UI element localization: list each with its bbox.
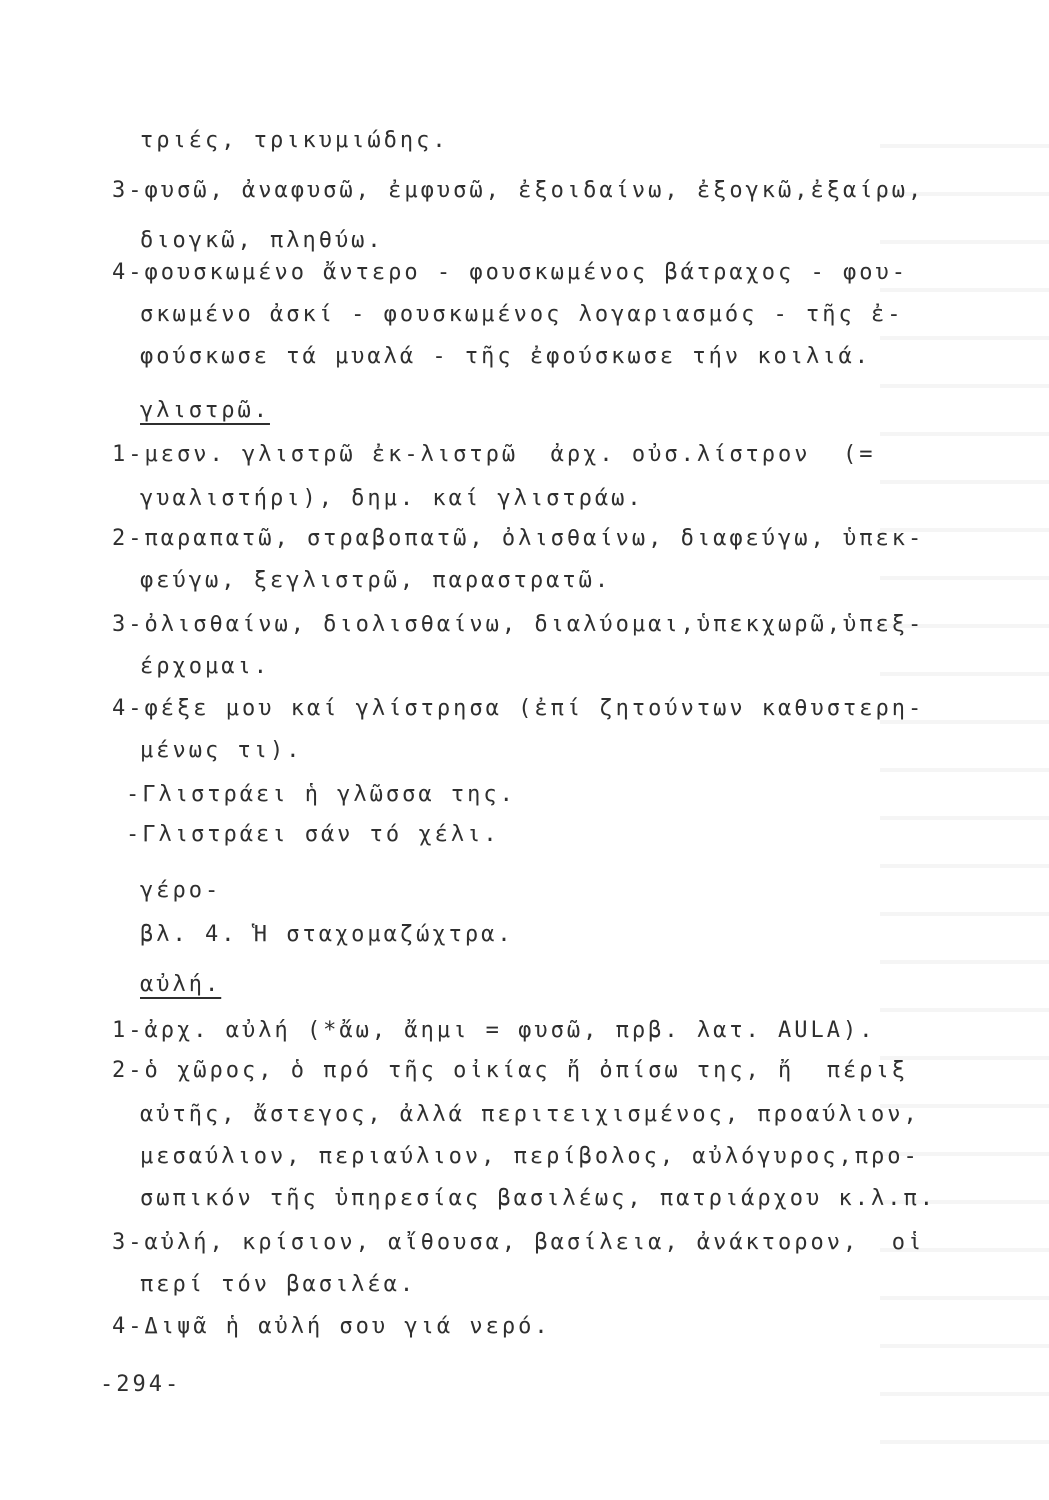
text-line: 2-παραπατῶ, στραβοπατῶ, ὀλισθαίνω, διαφεύγω, ὑπεκ- — [112, 526, 925, 551]
text-line: μεσαύλιον, περιαύλιον, περίβολος, αὐλόγυρος,προ- — [140, 1144, 920, 1169]
text-line: 1-ἀρχ. αὐλή (*ἄω, ἄημι = φυσῶ, πρβ. λατ. AULA). — [112, 1018, 876, 1043]
text-line: 2-ὁ χῶρος, ὁ πρό τῆς οἰκίας ἤ ὀπίσω της, ἤ πέριξ — [112, 1058, 909, 1083]
text-line: διογκῶ, πληθύω. — [140, 228, 384, 253]
entry-heading: γλιστρῶ. — [140, 398, 270, 423]
text-line: 4-Διψᾶ ἡ αὐλή σου γιά νερό. — [112, 1314, 551, 1339]
text-line: γυαλιστήρι), δημ. καί γλιστράω. — [140, 486, 644, 511]
text-line: -Γλιστράει ἡ γλῶσσα της. — [126, 782, 516, 807]
text-line: 3-φυσῶ, ἀναφυσῶ, ἐμφυσῶ, ἐξοιδαίνω, ἐξογκῶ,ἐξαίρω, — [112, 178, 925, 203]
entry-heading: γέρο- — [140, 878, 222, 903]
text-line: αὐτῆς, ἄστεγος, ἀλλά περιτειχισμένος, προαύλιον, — [140, 1102, 920, 1127]
text-line: 3-αὐλή, κρίσιον, αἴθουσα, βασίλεια, ἀνάκτορον, οἱ — [112, 1230, 925, 1255]
text-line: 4-φέξε μου καί γλίστρησα (ἐπί ζητούντων καθυστερη- — [112, 696, 925, 721]
text-line: σωπικόν τῆς ὑπηρεσίας βασιλέως, πατριάρχου κ.λ.π. — [140, 1186, 937, 1211]
text-line: βλ. 4. Ἡ σταχομαζώχτρα. — [140, 922, 514, 947]
text-line: 4-φουσκωμένο ἄντερο - φουσκωμένος βάτραχος - φου- — [112, 260, 909, 285]
text-line: 3-ὀλισθαίνω, διολισθαίνω, διαλύομαι,ὑπεκχωρῶ,ὑπεξ- — [112, 612, 925, 637]
text-line: φούσκωσε τά μυαλά - τῆς ἐφούσκωσε τήν κοιλιά. — [140, 344, 872, 369]
page-number: -294- — [100, 1372, 182, 1397]
entry-heading: αὐλή. — [140, 972, 222, 997]
text-line: περί τόν βασιλέα. — [140, 1272, 417, 1297]
text-line: έρχομαι. — [140, 654, 270, 679]
text-line: -Γλιστράει σάν τό χέλι. — [126, 822, 500, 847]
text-line: 1-μεσν. γλιστρῶ ἐκ-λιστρῶ ἀρχ. οὐσ.λίστρον (= — [112, 442, 876, 467]
text-line: σκωμένο ἀσκί - φουσκωμένος λογαριασμός - τῆς ἐ- — [140, 302, 904, 327]
text-line: μένως τι). — [140, 738, 303, 763]
text-line: φεύγω, ξεγλιστρῶ, παραστρατῶ. — [140, 568, 612, 593]
text-line: τριές, τρικυμιώδης. — [140, 128, 449, 153]
